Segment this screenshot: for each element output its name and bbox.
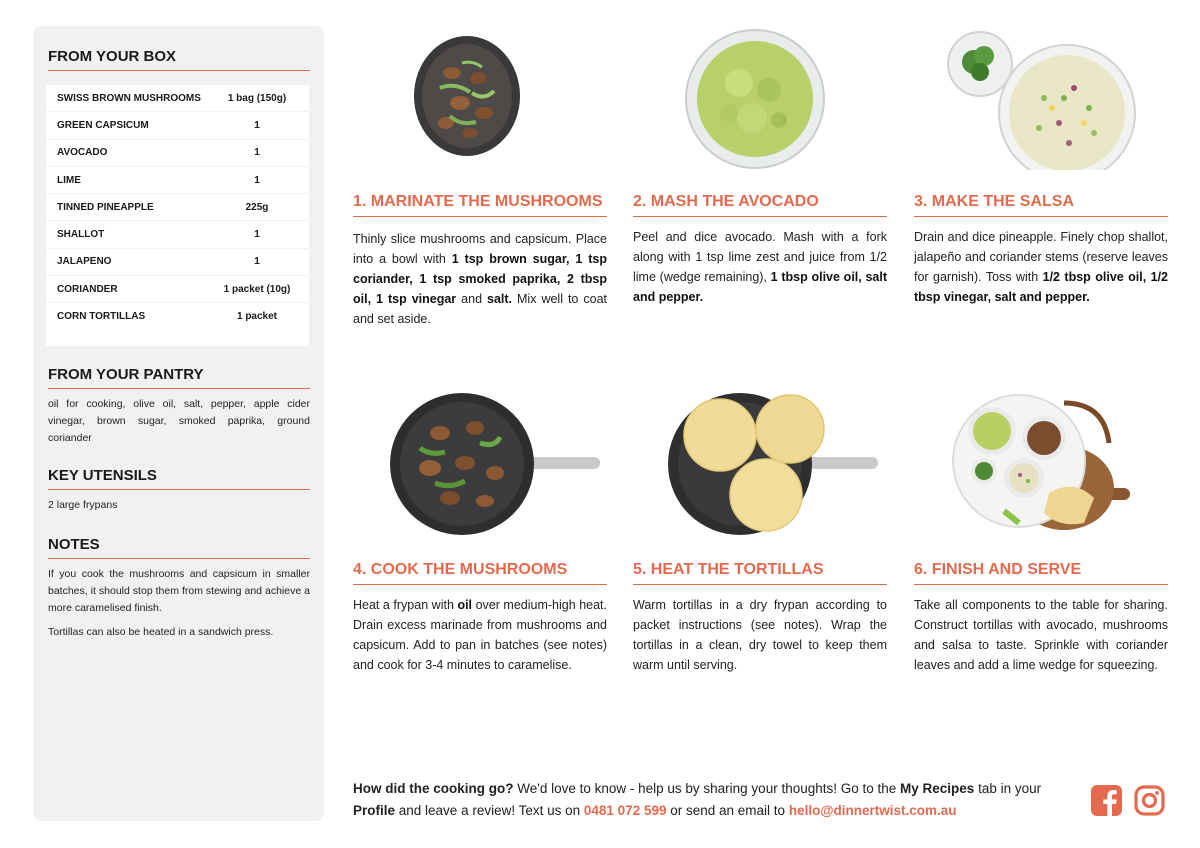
frypan-mushrooms-photo [390,393,602,535]
ingredient-quantity: 1 [254,147,260,159]
step-6-title: 6. FINISH AND SERVE [914,561,1168,585]
bold-ingredient-text: 1/2 tbsp olive oil, 1/2 tbsp vinegar, salt and pepper. [914,270,1168,304]
key-utensils-text: 2 large frypans [48,499,118,511]
ingredient-quantity: 1 packet (10g) [223,283,291,295]
instruction-text: Heat a frypan with [353,598,458,612]
notes-paragraph: If you cook the mushrooms and capsicum in smaller batches, it should stop them from stewing and achieve a more caramelised finish. [48,568,310,614]
instruction-text: over medium-high heat. Drain excess marinade from mushrooms and capsicum. Add to pan in batches (see notes) and cook for 3-4 minutes to caramelise. [353,598,608,672]
box-ingredient-row [46,303,309,329]
step-2-title: 2. MASH THE AVOCADO [633,193,887,217]
bold-ingredient-text: 1 tsp brown sugar, 1 tsp coriander, 1 tsp smoked paprika, 2 tbsp oil, 1 tsp vinegar [353,252,607,306]
ingredient-quantity: 225g [245,201,269,213]
footer-text: and leave a review! Text us on [395,803,584,818]
contact-link[interactable]: hello@dinnertwist.com.au [788,803,957,818]
step-3-title: 3. MAKE THE SALSA [914,193,1168,217]
step-4-instructions [353,595,607,675]
instruction-text: and [456,292,488,306]
footer-text: How did the cooking go? [353,781,514,796]
mashed-avocado-bowl-photo [684,28,826,170]
frypan-tortillas-photo [668,393,880,535]
instruction-text: Mix well to coat and set aside. [353,292,607,326]
instruction-text: Warm tortillas in a dry frypan according to packet instructions (see notes). Wrap the tortillas in a clean, dry towel to keep them warm until serving. [633,598,887,672]
step-3-instructions [914,227,1168,307]
notes-paragraph: Tortillas can also be heated in a sandwich press. [48,626,274,638]
facebook-icon[interactable] [1091,785,1122,816]
ingredient-name: SWISS BROWN MUSHROOMS [57,92,201,104]
box-ingredient-row [46,167,309,194]
box-ingredient-row [46,276,309,303]
serving-platter-photo [944,393,1130,535]
instagram-icon[interactable] [1134,785,1165,816]
ingredient-name: CORIANDER [57,283,118,295]
step-1-title: 1. MARINATE THE MUSHROOMS [353,193,607,217]
bold-ingredient-text: 1 tbsp olive oil, salt and pepper. [633,270,888,304]
from-your-box-heading: FROM YOUR BOX [48,48,310,71]
box-ingredients-table [46,85,309,346]
instruction-text: Drain and dice pineapple. Finely chop shallot, jalapeño and coriander stems (reserve leaves for garnish). Toss with [914,230,1168,284]
step-4-title: 4. COOK THE MUSHROOMS [353,561,607,585]
instruction-text: Thinly slice mushrooms and capsicum. Place into a bowl with [353,232,607,266]
ingredient-quantity: 1 [254,174,260,186]
footer-text: tab in your [974,781,1042,796]
step-5-title: 5. HEAT THE TORTILLAS [633,561,887,585]
notes-heading: NOTES [48,536,310,559]
ingredient-quantity: 1 [254,229,260,241]
step-1-instructions [353,229,607,329]
footer-text: or send an email to [666,803,789,818]
instruction-text: Take all components to the table for sharing. Construct tortillas with avocado, mushrooms and salsa to taste. Sprinkle with coriander leaves and add a lime wedge for squeezing. [914,598,1168,672]
footer-text: Profile [353,803,396,818]
box-ingredient-row [46,249,309,276]
box-ingredient-row [46,85,309,112]
salsa-bowls-photo [944,28,1140,170]
bold-ingredient-text: salt. [487,292,513,306]
box-ingredient-row [46,221,309,248]
bold-ingredient-text: oil [457,598,473,612]
instruction-text: Peel and dice avocado. Mash with a fork along with 1 tsp lime zest and juice from 1/2 lime (wedge remaining), [633,230,887,284]
ingredient-name: JALAPENO [57,256,112,268]
ingredient-quantity: 1 [254,119,260,131]
pan-mushrooms-capsicum-photo [412,28,522,168]
ingredient-name: CORN TORTILLAS [57,311,146,323]
box-ingredient-row [46,140,309,167]
step-2-instructions [633,227,887,307]
ingredient-name: TINNED PINEAPPLE [57,201,154,213]
ingredients-sidebar [33,26,324,821]
ingredient-quantity: 1 bag (150g) [227,92,287,104]
from-your-pantry-heading: FROM YOUR PANTRY [48,366,310,389]
ingredient-name: SHALLOT [57,229,105,241]
feedback-footer [353,778,1073,822]
box-ingredient-row [46,194,309,221]
ingredient-name: GREEN CAPSICUM [57,119,149,131]
pantry-items-text: oil for cooking, olive oil, salt, pepper, apple cider vinegar, brown sugar, smoked paprika, ground coriander [48,398,310,444]
step-6-instructions [914,595,1168,675]
contact-link[interactable]: 0481 072 599 [583,803,667,818]
box-ingredient-row [46,112,309,139]
ingredient-name: AVOCADO [57,147,108,159]
key-utensils-heading: KEY UTENSILS [48,467,310,490]
ingredient-quantity: 1 [254,256,260,268]
step-5-instructions [633,595,887,675]
ingredient-name: LIME [57,174,81,186]
ingredient-quantity: 1 packet [236,311,278,323]
footer-text: My Recipes [900,781,975,796]
footer-text: We'd love to know - help us by sharing your thoughts! Go to the [513,781,901,796]
